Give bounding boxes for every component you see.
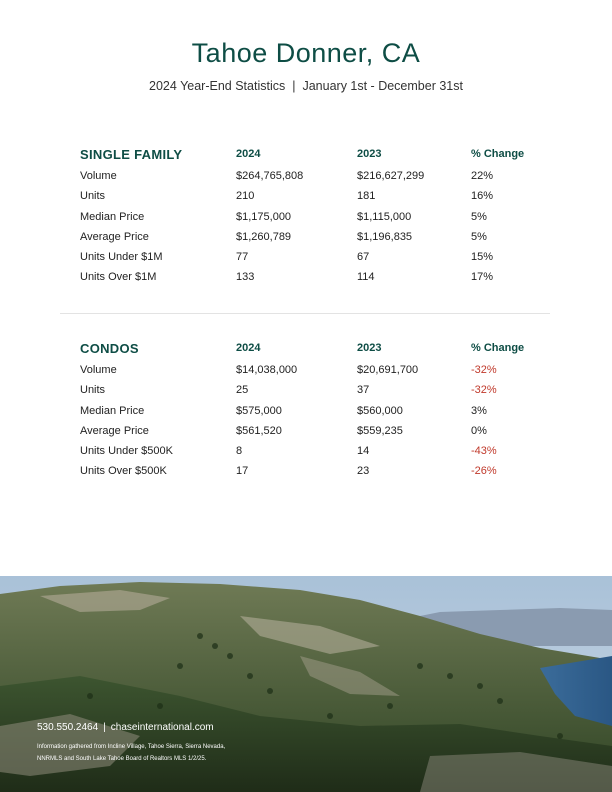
value-2024: $264,765,808: [236, 170, 304, 182]
table-row: [80, 425, 560, 445]
column-header-change: % Change: [471, 148, 525, 160]
section-divider: [60, 313, 550, 314]
table-row: [80, 405, 560, 425]
value-2023: $216,627,299: [357, 170, 425, 182]
subtitle-date-range: January 1st - December 31st: [302, 79, 463, 93]
value-2023: 114: [357, 271, 375, 284]
column-header-2023: 2023: [357, 342, 382, 354]
row-label: Units Over $1M: [80, 271, 157, 284]
value-change: 15%: [471, 251, 494, 264]
value-2023: $560,000: [357, 404, 403, 417]
value-2024: 17: [236, 465, 249, 478]
table-row: [80, 384, 560, 404]
value-change: 22%: [471, 170, 494, 182]
value-change: 16%: [471, 190, 494, 203]
table-header-row: [80, 342, 560, 364]
value-2023: $20,691,700: [357, 364, 419, 376]
value-2024: $14,038,000: [236, 364, 298, 376]
row-label: Average Price: [80, 230, 149, 243]
subtitle-separator: |: [292, 79, 296, 93]
table-row: [80, 465, 560, 485]
condos-table: [80, 342, 560, 486]
column-header-change: % Change: [471, 342, 525, 354]
value-change: -32%: [471, 384, 497, 397]
value-2023: $559,235: [357, 424, 403, 437]
row-label: Units Over $500K: [80, 465, 167, 478]
section-heading: SINGLE FAMILY: [80, 147, 183, 162]
column-header-2023: 2023: [357, 148, 382, 160]
value-change: 5%: [471, 230, 487, 243]
value-2023: 14: [357, 445, 370, 458]
page-subtitle: [0, 79, 612, 93]
column-header-2024: 2024: [236, 342, 261, 354]
table-row: [80, 231, 560, 251]
value-2024: 210: [236, 190, 255, 203]
value-change: 17%: [471, 271, 494, 284]
column-header-2024: 2024: [236, 148, 261, 160]
value-2024: $1,175,000: [236, 210, 292, 223]
value-2023: $1,115,000: [357, 210, 412, 223]
row-label: Units Under $1M: [80, 251, 163, 264]
source-note-line: NNRMLS and South Lake Tahoe Board of Realtors MLS 1/2/25.: [37, 756, 207, 762]
table-row: [80, 364, 560, 384]
phone-number: 530.550.2464: [37, 722, 99, 733]
table-row: [80, 271, 560, 291]
value-change: 5%: [471, 210, 487, 223]
value-2024: $1,260,789: [236, 230, 292, 243]
row-label: Volume: [80, 364, 117, 376]
value-change: 0%: [471, 424, 487, 437]
value-2023: 67: [357, 251, 370, 264]
row-label: Average Price: [80, 424, 149, 437]
row-label: Units: [80, 384, 106, 397]
value-2024: 133: [236, 271, 255, 284]
table-row: [80, 251, 560, 271]
value-2024: $575,000: [236, 404, 282, 417]
contact-separator: |: [103, 722, 106, 733]
row-label: Volume: [80, 170, 117, 182]
row-label: Units Under $500K: [80, 445, 173, 458]
subtitle-period-label: 2024 Year-End Statistics: [149, 79, 286, 93]
table-row: [80, 445, 560, 465]
value-change: -26%: [471, 465, 497, 478]
section-heading: CONDOS: [80, 341, 139, 356]
single-family-table: [80, 148, 560, 292]
row-label: Units: [80, 190, 106, 203]
source-note: [37, 741, 267, 765]
footer-contact: [37, 722, 267, 733]
value-change: -32%: [471, 364, 497, 376]
page-title: Tahoe Donner, CA: [191, 38, 421, 68]
value-2023: 181: [357, 190, 376, 203]
value-2024: 8: [236, 445, 243, 458]
footer: [37, 722, 267, 765]
value-2024: $561,520: [236, 424, 282, 437]
table-row: [80, 190, 560, 210]
source-note-line: Information gathered from Incline Village, Tahoe Sierra, Sierra Nevada,: [37, 744, 226, 750]
row-label: Median Price: [80, 210, 145, 223]
value-2023: 37: [357, 384, 370, 397]
value-2024: 77: [236, 251, 249, 264]
value-2024: 25: [236, 384, 249, 397]
table-header-row: [80, 148, 560, 170]
table-row: [80, 211, 560, 231]
value-change: 3%: [471, 404, 487, 417]
value-change: -43%: [471, 445, 497, 458]
website-link[interactable]: chaseinternational.com: [110, 722, 214, 733]
value-2023: $1,196,835: [357, 230, 413, 243]
value-2023: 23: [357, 465, 370, 478]
row-label: Median Price: [80, 404, 145, 417]
table-row: [80, 170, 560, 190]
